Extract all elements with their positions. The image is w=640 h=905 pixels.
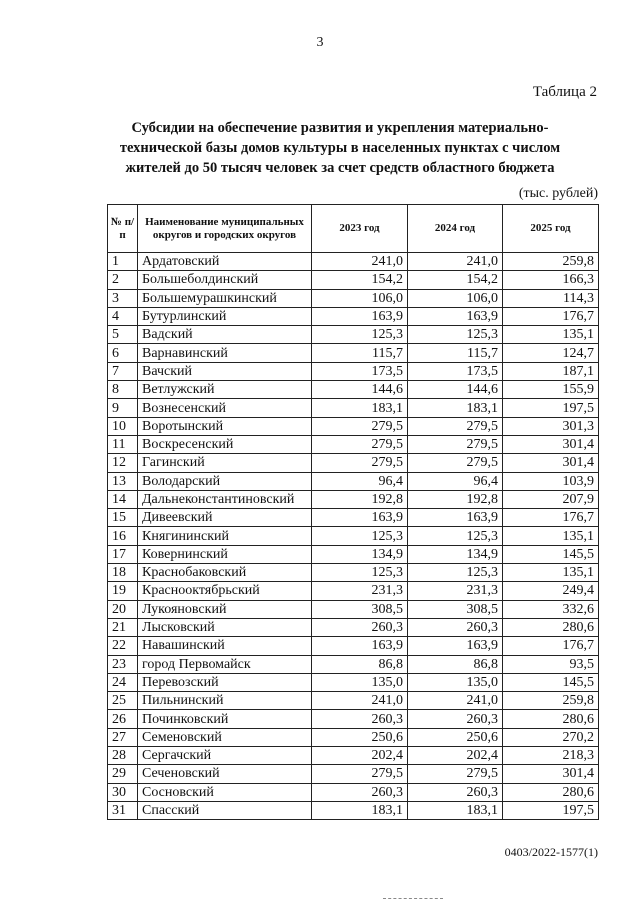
cell-2025: 280,6 xyxy=(503,710,599,728)
cell-2025: 197,5 xyxy=(503,399,599,417)
cell-2024: 173,5 xyxy=(408,362,503,380)
cell-num: 14 xyxy=(108,490,138,508)
document-code: 0403/2022-1577(1) xyxy=(504,845,598,859)
cell-num: 5 xyxy=(108,326,138,344)
table-row xyxy=(108,637,599,655)
cell-2025: 332,6 xyxy=(503,600,599,618)
cell-2025: 249,4 xyxy=(503,582,599,600)
cell-name: Володарский xyxy=(138,472,312,490)
cell-2023: 202,4 xyxy=(312,747,408,765)
table-label: Таблица 2 xyxy=(532,84,597,100)
title-line: технической базы домов культуры в населенных пунктах с числом xyxy=(119,140,561,156)
cell-2023: 135,0 xyxy=(312,673,408,691)
cell-2023: 279,5 xyxy=(312,417,408,435)
cell-num: 27 xyxy=(108,728,138,746)
cell-2024: 163,9 xyxy=(408,509,503,527)
cell-2025: 124,7 xyxy=(503,344,599,362)
cell-2024: 86,8 xyxy=(408,655,503,673)
cell-num: 20 xyxy=(108,600,138,618)
cell-name: город Первомайск xyxy=(138,655,312,673)
cell-2025: 103,9 xyxy=(503,472,599,490)
cell-name: Семеновский xyxy=(138,728,312,746)
cell-name: Краснобаковский xyxy=(138,564,312,582)
table-row xyxy=(108,399,599,417)
cell-name: Гагинский xyxy=(138,454,312,472)
cell-2024: 154,2 xyxy=(408,271,503,289)
cell-2025: 301,4 xyxy=(503,765,599,783)
title-line: жителей до 50 тысяч человек за счет средств областного бюджета xyxy=(125,160,555,176)
cell-2024: 202,4 xyxy=(408,747,503,765)
cell-2024: 279,5 xyxy=(408,435,503,453)
cell-2023: 163,9 xyxy=(312,637,408,655)
cell-name: Навашинский xyxy=(138,637,312,655)
cell-2024: 106,0 xyxy=(408,289,503,307)
cell-num: 8 xyxy=(108,381,138,399)
cell-2025: 280,6 xyxy=(503,618,599,636)
header-2024: 2024 год xyxy=(408,205,503,253)
cell-2023: 308,5 xyxy=(312,600,408,618)
cell-name: Перевозский xyxy=(138,673,312,691)
cell-2025: 301,4 xyxy=(503,435,599,453)
cell-name: Дивеевский xyxy=(138,509,312,527)
cell-2024: 279,5 xyxy=(408,765,503,783)
cell-2024: 241,0 xyxy=(408,692,503,710)
cell-2023: 260,3 xyxy=(312,710,408,728)
cell-2024: 279,5 xyxy=(408,417,503,435)
table-row xyxy=(108,307,599,325)
cell-num: 11 xyxy=(108,435,138,453)
cell-num: 12 xyxy=(108,454,138,472)
cell-num: 4 xyxy=(108,307,138,325)
cell-2025: 218,3 xyxy=(503,747,599,765)
cell-2025: 135,1 xyxy=(503,326,599,344)
cell-2023: 144,6 xyxy=(312,381,408,399)
table-row xyxy=(108,490,599,508)
cell-name: Спасский xyxy=(138,801,312,819)
cell-name: Сергачский xyxy=(138,747,312,765)
cell-2025: 176,7 xyxy=(503,509,599,527)
cell-2024: 308,5 xyxy=(408,600,503,618)
table-row xyxy=(108,747,599,765)
cell-2025: 259,8 xyxy=(503,692,599,710)
cell-2025: 270,2 xyxy=(503,728,599,746)
cell-2025: 301,4 xyxy=(503,454,599,472)
cell-name: Краснооктябрьский xyxy=(138,582,312,600)
cell-2025: 187,1 xyxy=(503,362,599,380)
cell-num: 24 xyxy=(108,673,138,691)
cell-num: 30 xyxy=(108,783,138,801)
cell-2023: 125,3 xyxy=(312,527,408,545)
cell-name: Вознесенский xyxy=(138,399,312,417)
cell-2023: 279,5 xyxy=(312,765,408,783)
header-2025: 2025 год xyxy=(503,205,599,253)
cell-2023: 86,8 xyxy=(312,655,408,673)
cell-2024: 115,7 xyxy=(408,344,503,362)
cell-2024: 134,9 xyxy=(408,545,503,563)
units-label: (тыс. рублей) xyxy=(518,186,598,201)
cell-2023: 231,3 xyxy=(312,582,408,600)
document-title xyxy=(100,118,580,178)
table-row xyxy=(108,472,599,490)
cell-name: Ардатовский xyxy=(138,253,312,271)
cell-num: 28 xyxy=(108,747,138,765)
cell-2024: 144,6 xyxy=(408,381,503,399)
cell-2024: 183,1 xyxy=(408,801,503,819)
table-row xyxy=(108,618,599,636)
cell-name: Пильнинский xyxy=(138,692,312,710)
header-name: Наименование муниципальных округов и городских округов xyxy=(138,205,312,253)
table-row xyxy=(108,582,599,600)
table-row xyxy=(108,435,599,453)
cell-2025: 207,9 xyxy=(503,490,599,508)
table-row xyxy=(108,673,599,691)
cell-2023: 125,3 xyxy=(312,564,408,582)
cell-num: 21 xyxy=(108,618,138,636)
cell-name: Вачский xyxy=(138,362,312,380)
table-row xyxy=(108,801,599,819)
cell-name: Бутурлинский xyxy=(138,307,312,325)
table-row xyxy=(108,381,599,399)
cell-2024: 250,6 xyxy=(408,728,503,746)
table-row xyxy=(108,545,599,563)
cell-2024: 125,3 xyxy=(408,527,503,545)
table-row xyxy=(108,326,599,344)
cell-name: Большемурашкинский xyxy=(138,289,312,307)
cell-2025: 135,1 xyxy=(503,564,599,582)
cell-name: Лысковский xyxy=(138,618,312,636)
cell-name: Сеченовский xyxy=(138,765,312,783)
table-row xyxy=(108,600,599,618)
cell-name: Воротынский xyxy=(138,417,312,435)
cell-name: Починковский xyxy=(138,710,312,728)
table-row xyxy=(108,509,599,527)
cell-2023: 183,1 xyxy=(312,801,408,819)
footer-marks xyxy=(383,898,443,901)
cell-2025: 197,5 xyxy=(503,801,599,819)
table-row xyxy=(108,710,599,728)
cell-2024: 241,0 xyxy=(408,253,503,271)
cell-2024: 231,3 xyxy=(408,582,503,600)
cell-2023: 134,9 xyxy=(312,545,408,563)
cell-2025: 176,7 xyxy=(503,637,599,655)
cell-2025: 166,3 xyxy=(503,271,599,289)
table-row xyxy=(108,253,599,271)
cell-num: 13 xyxy=(108,472,138,490)
cell-2023: 163,9 xyxy=(312,509,408,527)
cell-2024: 163,9 xyxy=(408,637,503,655)
cell-name: Ковернинский xyxy=(138,545,312,563)
table-row xyxy=(108,289,599,307)
table-row xyxy=(108,417,599,435)
cell-name: Княгининский xyxy=(138,527,312,545)
table-row xyxy=(108,344,599,362)
cell-2023: 183,1 xyxy=(312,399,408,417)
cell-2023: 241,0 xyxy=(312,692,408,710)
cell-2023: 154,2 xyxy=(312,271,408,289)
cell-num: 18 xyxy=(108,564,138,582)
cell-2023: 125,3 xyxy=(312,326,408,344)
cell-2023: 96,4 xyxy=(312,472,408,490)
cell-num: 10 xyxy=(108,417,138,435)
cell-num: 23 xyxy=(108,655,138,673)
cell-2024: 125,3 xyxy=(408,326,503,344)
cell-2025: 114,3 xyxy=(503,289,599,307)
cell-2025: 145,5 xyxy=(503,545,599,563)
cell-2024: 163,9 xyxy=(408,307,503,325)
cell-name: Ветлужский xyxy=(138,381,312,399)
cell-2023: 173,5 xyxy=(312,362,408,380)
cell-2025: 301,3 xyxy=(503,417,599,435)
table-row xyxy=(108,362,599,380)
cell-2024: 135,0 xyxy=(408,673,503,691)
header-2023: 2023 год xyxy=(312,205,408,253)
cell-name: Воскресенский xyxy=(138,435,312,453)
cell-num: 17 xyxy=(108,545,138,563)
cell-name: Варнавинский xyxy=(138,344,312,362)
cell-2023: 260,3 xyxy=(312,618,408,636)
table-row xyxy=(108,692,599,710)
title-line: Субсидии на обеспечение развития и укрепления материально- xyxy=(131,120,549,136)
table-row xyxy=(108,527,599,545)
cell-num: 9 xyxy=(108,399,138,417)
cell-2023: 250,6 xyxy=(312,728,408,746)
cell-2024: 260,3 xyxy=(408,710,503,728)
table-body xyxy=(108,253,599,820)
cell-name: Дальнеконстантиновский xyxy=(138,490,312,508)
cell-2024: 279,5 xyxy=(408,454,503,472)
cell-2023: 241,0 xyxy=(312,253,408,271)
table-row xyxy=(108,271,599,289)
table-row xyxy=(108,728,599,746)
cell-2023: 279,5 xyxy=(312,435,408,453)
cell-2024: 260,3 xyxy=(408,783,503,801)
cell-2025: 155,9 xyxy=(503,381,599,399)
cell-2023: 106,0 xyxy=(312,289,408,307)
cell-num: 31 xyxy=(108,801,138,819)
cell-2023: 279,5 xyxy=(312,454,408,472)
cell-name: Лукояновский xyxy=(138,600,312,618)
cell-num: 29 xyxy=(108,765,138,783)
cell-2024: 192,8 xyxy=(408,490,503,508)
cell-num: 25 xyxy=(108,692,138,710)
cell-name: Вадский xyxy=(138,326,312,344)
table-row xyxy=(108,765,599,783)
table-row xyxy=(108,564,599,582)
cell-2025: 176,7 xyxy=(503,307,599,325)
cell-2025: 93,5 xyxy=(503,655,599,673)
cell-num: 1 xyxy=(108,253,138,271)
cell-num: 3 xyxy=(108,289,138,307)
cell-num: 22 xyxy=(108,637,138,655)
table-row xyxy=(108,783,599,801)
cell-2025: 259,8 xyxy=(503,253,599,271)
cell-2024: 96,4 xyxy=(408,472,503,490)
cell-2024: 183,1 xyxy=(408,399,503,417)
cell-num: 7 xyxy=(108,362,138,380)
cell-2025: 145,5 xyxy=(503,673,599,691)
cell-2023: 115,7 xyxy=(312,344,408,362)
cell-name: Сосновский xyxy=(138,783,312,801)
page-number: 3 xyxy=(316,35,324,50)
table-header-row xyxy=(108,205,599,253)
cell-2023: 192,8 xyxy=(312,490,408,508)
cell-num: 26 xyxy=(108,710,138,728)
table-row xyxy=(108,655,599,673)
cell-num: 2 xyxy=(108,271,138,289)
cell-2025: 135,1 xyxy=(503,527,599,545)
cell-num: 6 xyxy=(108,344,138,362)
header-num: № п/п xyxy=(108,205,138,253)
cell-num: 15 xyxy=(108,509,138,527)
cell-num: 19 xyxy=(108,582,138,600)
cell-name: Большеболдинский xyxy=(138,271,312,289)
cell-2023: 163,9 xyxy=(312,307,408,325)
subsidies-table xyxy=(107,204,599,820)
cell-2024: 125,3 xyxy=(408,564,503,582)
cell-num: 16 xyxy=(108,527,138,545)
table-row xyxy=(108,454,599,472)
cell-2025: 280,6 xyxy=(503,783,599,801)
cell-2024: 260,3 xyxy=(408,618,503,636)
cell-2023: 260,3 xyxy=(312,783,408,801)
